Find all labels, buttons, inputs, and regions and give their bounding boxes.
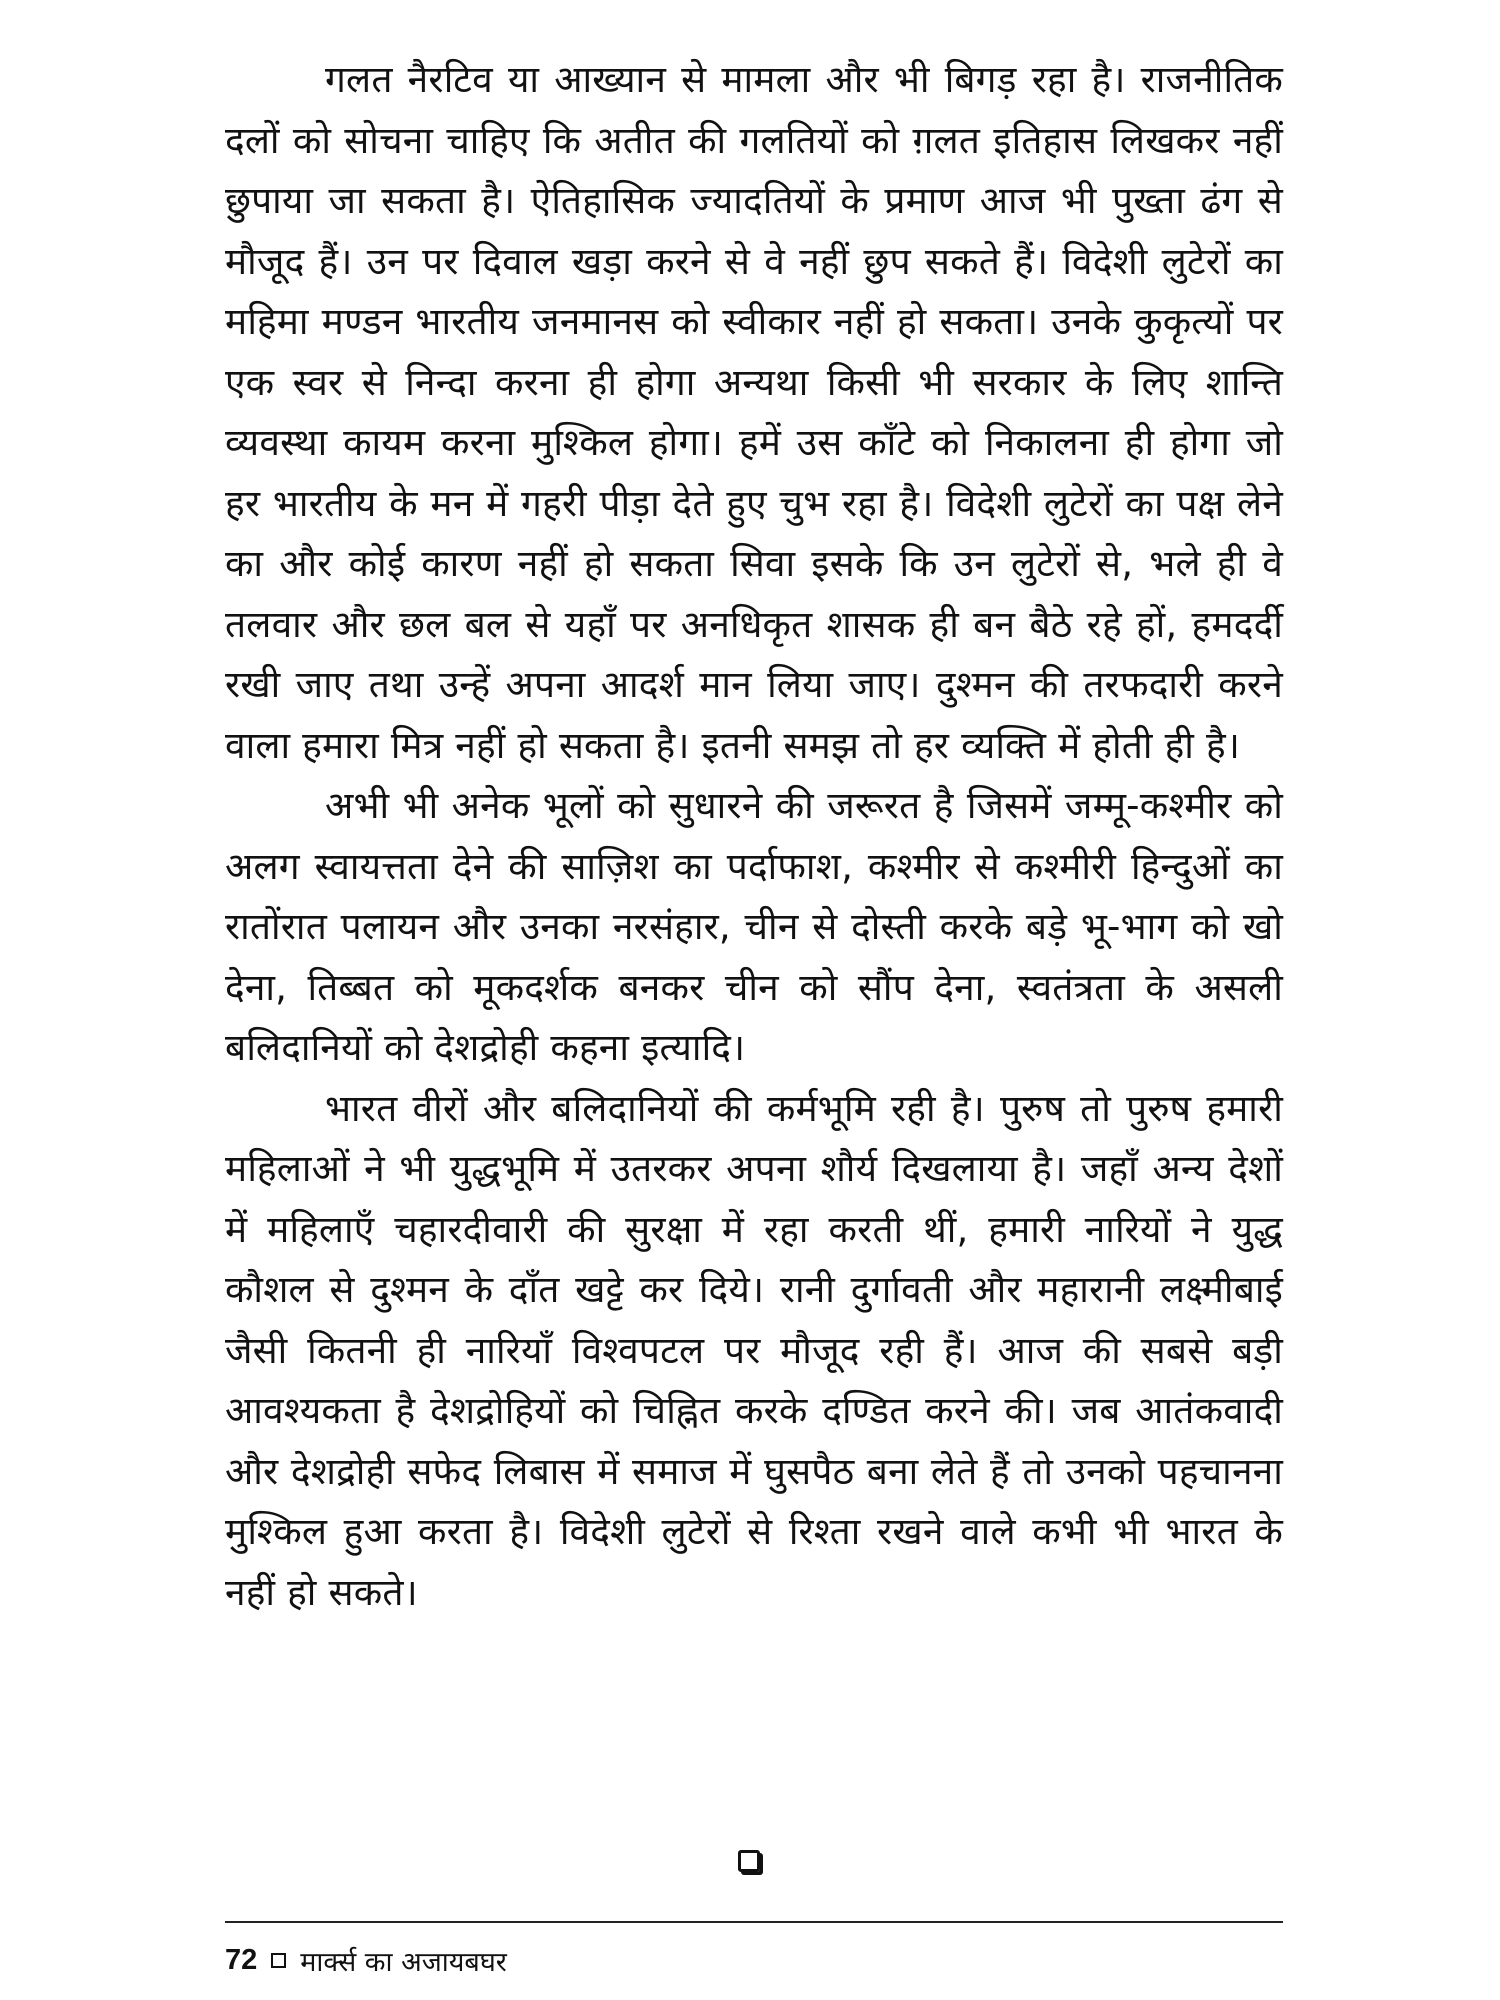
body-text — [225, 50, 1283, 1623]
page-footer — [225, 1940, 507, 1980]
paragraph-3: भारत वीरों और बलिदानियों की कर्मभूमि रही है। पुरुष तो पुरुष हमारी महिलाओं ने भी युद्धभूमि में उतरकर अपना शौर्य दिखलाया है। जहाँ अन्य देशों में महिलाएँ चहारदीवारी की सुरक्षा में रहा करती थीं, हमारी नारियों ने युद्ध कौशल से दुश्मन के दाँत खट्टे कर दिये। रानी दुर्गावती और महारानी लक्ष्मीबाई जैसी कितनी ही नारियाँ विश्वपटल पर मौजूद रही हैं। आज की सबसे बड़ी आवश्यकता है देशद्रोहियों को चिह्नित करके दण्डित करने की। जब आतंकवादी और देशद्रोही सफेद लिबास में समाज में घुसपैठ बना लेते हैं तो उनको पहचानना मुश्किल हुआ करता है। विदेशी लुटेरों से रिश्ता रखने वाले कभी भी भारत के नहीं हो सकते। — [225, 1086, 1283, 1614]
paragraph-1: गलत नैरटिव या आख्यान से मामला और भी बिगड़ रहा है। राजनीतिक दलों को सोचना चाहिए कि अतीत की गलतियों को ग़लत इतिहास लिखकर नहीं छुपाया जा सकता है। ऐतिहासिक ज्यादतियों के प्रमाण आज भी पुख्ता ढंग से मौजूद हैं। उन पर दिवाल खड़ा करने से वे नहीं छुप सकते हैं। विदेशी लुटेरों का महिमा मण्डन भारतीय जनमानस को स्वीकार नहीं हो सकता। उनके कुकृत्यों पर एक स्वर से निन्दा करना ही होगा अन्यथा किसी भी सरकार के लिए शान्ति व्यवस्था कायम करना मुश्किल होगा। हमें उस काँटे को निकालना ही होगा जो हर भारतीय के मन में गहरी पीड़ा देते हुए चुभ रहा है। विदेशी लुटेरों का पक्ष लेने का और कोई कारण नहीं हो सकता सिवा इसके कि उन लुटेरों से, भले ही वे तलवार और छल बल से यहाँ पर अनधिकृत शासक ही बन बैठे रहे हों, हमदर्दी रखी जाए तथा उन्हें अपना आदर्श मान लिया जाए। दुश्मन की तरफदारी करने वाला हमारा मित्र नहीं हो सकता है। इतनी समझ तो हर व्यक्ति में होती ही है। — [225, 58, 1283, 767]
book-title: मार्क्स का अजायबघर — [300, 1946, 507, 1978]
section-end-box-icon — [738, 1850, 760, 1872]
footer-divider — [225, 1921, 1283, 1923]
footer-box-icon — [271, 1953, 286, 1968]
page-number: 72 — [225, 1943, 258, 1976]
paragraph-2: अभी भी अनेक भूलों को सुधारने की जरूरत है जिसमें जम्मू-कश्मीर को अलग स्वायत्तता देने की साज़िश का पर्दाफाश, कश्मीर से कश्मीरी हिन्दुओं का रातोंरात पलायन और उनका नरसंहार, चीन से दोस्ती करके बड़े भू-भाग को खो देना, तिब्बत को मूकदर्शक बनकर चीन को सौंप देना, स्वतंत्रता के असली बलिदानियों को देशद्रोही कहना इत्यादि। — [225, 784, 1283, 1069]
